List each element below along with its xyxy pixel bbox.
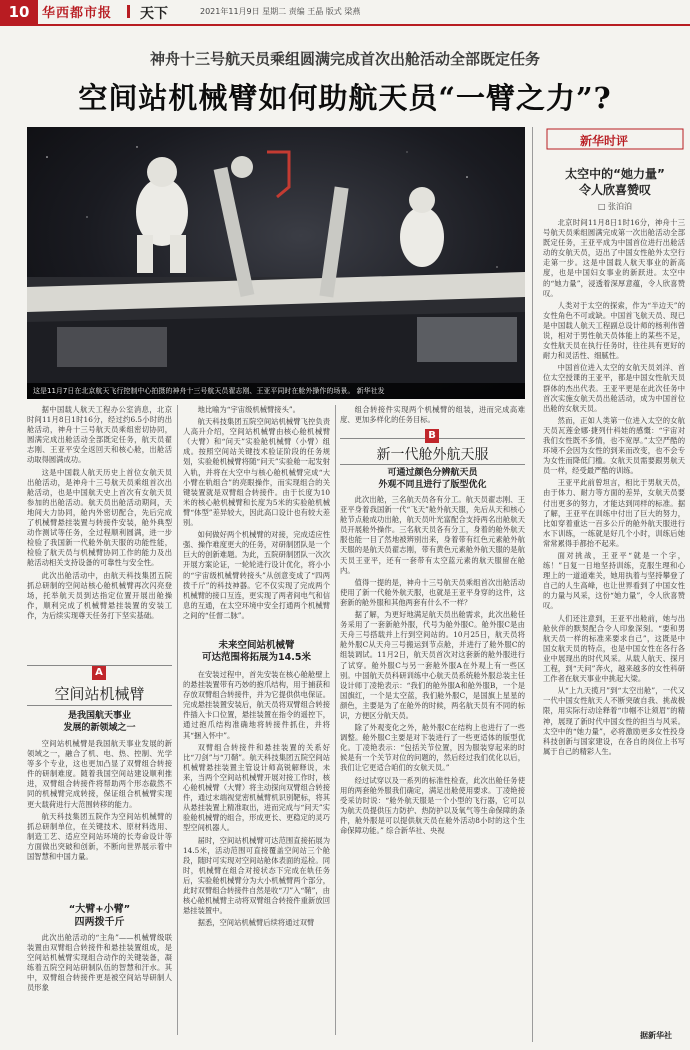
astronaut-figure-1 <box>136 157 188 273</box>
editorial-author-name: 张泊泊 <box>608 202 633 211</box>
column-divider <box>335 405 336 1035</box>
editorial-paragraph: 从“上九天揽月”到“太空出舱”，一代又一代中国女性航天人不断突破自我、挑战极限，用实际行动诠释着“巾帼不让须眉”的精神，展现了新时代中国女性的担当与风采。太空中的“她力量”，必将激励更多女性投身科技创新与国家建设，在各自的岗位上书写属于自己的精彩人生。 <box>543 686 685 756</box>
column-2-paragraph: 据悉，空间站机械臂后续将通过双臂 <box>197 918 315 928</box>
dateline: 2021年11月9日 星期二 责编 王晶 版式 梁燕 <box>200 7 361 16</box>
page-header <box>0 0 690 26</box>
column-2-body-2 <box>183 670 330 1032</box>
section-rule <box>340 464 525 465</box>
page-number: 10 <box>0 0 38 24</box>
editorial-paragraph: 面对挑战，王亚平“就是一个字，练！”日复一日地坚持训练，克服生理和心理上的一道道难关，她用执着与坚持攀登了自己的人生高峰，也让世界看到了中国女性的力量与风采，这份“她力量”，令人欣喜赞叹。 <box>543 551 685 611</box>
editorial-tag-label: 新华时评 <box>580 134 629 148</box>
column-2-paragraph: 届时，空间站机械臂可达范围直接拓展为14.5米，活动范围可直接覆盖空间站三个舱段，随时可实现对空间站舱体表面的巡检。同时，机械臂在组合对接状态下完成在轨任务后，实验舱机械臂分为大小机械臂两个部分，此时双臂组合转接件自然是收“刀”入“鞘”，由核心舱机械臂主动将双臂组合转接件重新放回悬挂装置中。 <box>183 835 330 916</box>
section-a-subheading: 是我国航天事业 发展的新领域之一 <box>63 711 136 733</box>
section-a-paragraph: 空间站机械臂是我国航天事业发展的新领域之一，融合了机、电、热、控制、光学等多个专业，这也更加凸显了双臂组合转接件的研制难度。随着我国空间站建设顺利推进，双臂组合转接件将帮助两个形态截然不同的机械臂完成转接，保证组合机械臂实现更大载荷进行大范围转移的能力。 <box>27 739 172 809</box>
editorial-paragraph: 北京时间11月8日1时16分，神舟十三号航天员乘组圆满完成第一次出舱活动全部既定任务，王亚平成为中国首位进行出舱活动的女航天员，迈出了中国女性舱外太空行走第一步。这是中国载人航天事业的新高度，也是中国妇女事业的新跃进。太空中的“她力量”，浸透着深厚意蕴，令人欣喜赞叹。 <box>543 218 685 298</box>
section-a-paragraph: 此次出舱活动的“主角”——机械臂级联装置由双臂组合转接件和悬挂装置组成，是空间站机械臂实现组合动作的关键装备，凝练着五院空间站研制队伍的智慧和汗水。其中，双臂组合转接件更是被空间站导研制人员形象 <box>27 933 172 993</box>
section-a-letter: A <box>92 666 106 680</box>
column-3-top <box>340 405 525 427</box>
column-3-paragraph: 除了外观变化之外，舱外服C在结构上也进行了一些调整。舱外服C主要是对下装进行了一些更适体的版型优化。丁凌艳表示：“包括关节位置，因为服装穿起来的时候是有一个关节对位的问题的，然后经过我们优化以后，我们让它更适合咱们的女航天员。” <box>340 723 525 773</box>
column-divider <box>177 405 178 1035</box>
spacewalk-illustration <box>27 127 525 399</box>
column-2-paragraph: 在安装过程中，首先安装在核心舱舱壁上的悬挂装置带有巧妙的抱爪结构，用于捕获和存放双臂组合转接件，并为它提供供电保证。完成悬挂装置安装后，航天员将双臂组合转接件插入卡口位置，悬挂装置在指令的遥控下，通过抱爪结构准确地将转接件抓住，并将其“捆入怀中”。 <box>183 670 330 740</box>
editorial-paragraph: 王亚平此前曾坦言，相比于男航天员，由于体力、耐力等方面的差异，女航天员要付出更多的努力，才能达到同样的标准。据了解，王亚平在训练中付出了巨大的努力，比如穿着重达一百多公斤的舱外航天服进行水下训练，一练就是好几个小时，训练后她常常累得手都抬不起来。 <box>543 478 685 548</box>
section-b-title: 新一代舱外航天服 <box>376 447 489 463</box>
column-2-paragraph: 航天科技集团五院空间站机械臂飞控负责人高升介绍，空间站机械臂由核心舱机械臂（大臂）和“问天”实验舱机械臂（小臂）组成。按照空间站关键技术验证阶段的任务规划，实验舱机械臂将随“问天”实验舱一起发射入轨，并将在大空中与核心舱机械臂完成“大小臂在轨组合”的亮眼操作，而实现组合的关键装置就是双臂组合转接件。由于长度为10米的核心舱机械臂和长度为5米的实验舱机械臂“体型”差异较大，因此高口设计也有较大差别。 <box>183 417 330 528</box>
column-2-paragraph: 地比喻为“宇宙级机械臂接头”。 <box>197 405 300 414</box>
intro-body <box>27 405 172 663</box>
section-name: 天下 <box>140 6 168 22</box>
editorial-body <box>543 218 685 1028</box>
intro-paragraph: 这是中国载人航天历史上首位女航天员出舱活动，是神舟十三号航天员乘组首次出舱活动，也是中国航天史上首次有女航天员参加的出舱活动。航天员出舱活动期间，天地间大力协同，舱内外密切配合，先后完成了机械臂悬挂装置与转接件安装，舱外典型动作测试等任务，全过程顺利圆满，进一步检验了我国新一代舱外航天服的功能性能，检验了航天员与机械臂协同工作的能力及出舱活动相关支持设备的可靠性与安全性。 <box>27 467 172 568</box>
editorial-title: 太空中的“她力量” 令人欣喜赞叹 <box>565 167 665 197</box>
column-2-paragraph: 双臂组合转接件和悬挂装置的关系好比“刀剑”与“刀鞘”。航天科技集团五院空间站机械臂悬挂装置主管设计师高锐解释说，未来，当两个空间站机械臂开展对接工作时，核心舱机械臂（大臂）将主动探向双臂组合转接件，通过末端视觉密机械臂机识别靶标，将其从悬挂装置上精准取出，进而完成与“问天”实验舱机械臂的组合，形成更长、更稳定的灵巧型空间机器人。 <box>183 742 330 833</box>
column-3-paragraph: 据了解，为更好地满足航天员出舱需求，此次出舱任务采用了一套新舱外服，代号为舱外服C。舱外服C是由天舟三号搭载并上行到空间站的。10月25日，航天员将舱外服C从天舟三号搬运到节点舱，并进行了舱外服C的组装调试。11月2日，航天员首次对这套新的舱外服进行了试穿。舱外服C与另一套舱外服A在外观上有一些区别。中国航天员科研训练中心航天员系统舱外服总装主任设计师丁凌艳表示：“我们的舱外服A和舱外服B，一个是国旗红，一个是太空蓝，我们舱外服C，是国旗上星星的颜色，主要是为了在舱外的时候，两名航天员有不同的标识，方便区分航天员。 <box>340 610 525 720</box>
column-3-paragraph: 值得一提的是，神舟十三号航天员乘组首次出舱活动使用了新一代舱外航天服，也就是王亚平身穿的这件，这套新的舱外服和其他两套有什么不一样？ <box>340 577 525 607</box>
column-3-paragraph: 此次出舱，三名航天员各有分工。航天员翟志刚、王亚平身着我国新一代“飞天”舱外航天服，先后从天和核心舱节点舱成功出舱，航天员叶光富配合支持两名出舱航天员开展舱外操作。三名航天员各有分工，身着的舱外航天服也能一目了然地被辨别出来，身着带有红色元素舱外航天服的是航天员翟志刚，带有黄色元素舱外航天服的是航天员王亚平，还有一套带有太空蓝元素的航天服留在舱内。 <box>340 495 525 575</box>
editorial-paragraph: 人们还注意到，王亚平出舱前，她与出舱伙伴的默契配合令人印象深刻。“要和男航天员一样的标准来要求自己”，这既是中国女航天员的特点，也是中国女性在各行各业中展现出的时代风采。从载人航天、探月工程，到“天问”奔火，越来越多的女性科研工作者在航天事业中挑起大梁。 <box>543 613 685 684</box>
column-2-subheading: 未来空间站机械臂 可达范围将拓展为14.5米 <box>202 640 311 663</box>
column-divider <box>532 127 533 1042</box>
photo-caption: 这是11月7日在北京航天飞行控制中心拍摄的神舟十三号航天员翟志刚、王亚平同时在舱外操作的场景。 新华社发 <box>27 383 525 399</box>
section-rule <box>27 705 172 706</box>
headline-subtitle: 神舟十三号航天员乘组圆满完成首次出舱活动全部既定任务 <box>149 50 540 68</box>
editorial-paragraph: 然而，正如人类第一位进入太空的女航天员瓦莲金娜·捷列什科娃的感慨：“宇宙对我们女性既不多情，也不宽厚。”太空严酷的环境不会因为女性的到来而改变，也不会专为女性而降低门槛。女航天员需要跟男航天员一样，经受最严酷的训练。 <box>543 415 685 476</box>
editorial-paragraph: 人类对于太空的探索，作为“半边天”的女性角色不可或缺。中国首飞航天员、现已是中国载人航天工程副总设计师的杨利伟曾说，相对于男性航天员体能上的某些不足，女性航天员在执行任务时，往往具有更好的耐力和灵活性、细腻性。 <box>543 300 685 361</box>
editorial-source: 据新华社 <box>640 1031 672 1040</box>
section-a-title: 空间站机械臂 <box>54 685 145 703</box>
section-b-subheading: 可通过颜色分辨航天员 外观不同且进行了版型优化 <box>378 468 487 490</box>
section-a-body <box>27 739 172 899</box>
newspaper-name: 华西都市报 <box>42 6 113 21</box>
column-3-body <box>340 495 525 1030</box>
section-a-paragraph: 航天科技集团五院作为空间站机械臂的抓总研制单位，在关键技术、原材料选用、制造工艺、适应空间站环境的长寿命设计等方面做出突破和创新，不断向世界展示着中国智慧和中国力量。 <box>27 811 172 862</box>
section-a-body-2 <box>27 933 172 1033</box>
column-3-paragraph: 经过试穿以及一系列的标准性检查，此次出舱任务使用的两套舱外服我们确定，满足出舱使用要求。丁凌艳接受采访时说：“舱外航天服是一个小型的飞行器，它可以为航天员提供压力防护、热防护以及氧气等生命保障的条件，舱外服是可以提供航天员在舱外活动8小时的这个生命保障功能。” 综合新华社、央视 <box>340 775 525 835</box>
lead-photo <box>27 127 525 399</box>
intro-paragraph: 此次出舱活动中，由航天科技集团五院抓总研制的空间站核心舱机械臂再次闪亮登场，托举航天员到达指定位置开展出舱操作，顺利完成了机械臂悬挂装置的安装工作，为后续实现尊天任务打下坚实基础。 <box>27 570 172 620</box>
editorial-paragraph: 中国首位进入太空的女航天员刘洋、首位太空授课的王亚平，都是中国女性航天员群体的杰出代表。王亚平更是在此次任务中首次实施女航天员出舱活动，成为中国首位出舱的女航天员。 <box>543 363 685 413</box>
section-b-letter: B <box>425 429 439 443</box>
astronaut-figure-2 <box>400 187 444 267</box>
section-a-subheading-2: “大臂+小臂” 四两拨千斤 <box>68 904 131 928</box>
column-3-paragraph: 组合转接件实现两个机械臂的组装，进而完成高难度、更加多样化的任务目标。 <box>340 405 525 425</box>
headline-title: 空间站机械臂如何助航天员“一臂之力”? <box>78 81 612 115</box>
intro-paragraph: 据中国载人航天工程办公室消息，北京时间11月8日1时16分，经过约6.5小时的出舱活动，神舟十三号航天员乘组密切协同，圆满完成出舱活动全部既定任务，航天员翟志刚、王亚平安全返回天和核心舱，出舱活动取得圆满成功。 <box>27 405 172 465</box>
author-marker: □ <box>597 202 609 211</box>
editorial-author <box>545 201 685 212</box>
editorial-tag <box>545 127 690 153</box>
section-marker <box>127 5 130 18</box>
column-2-paragraph: 如何做好两个机械臂的对接，完成适应性强、操作难度更大的任务，对研制团队是一个巨大的创新难题。为此，五院研制团队一次次开展方案论证，一轮轮进行设计优化，将小小的“宇宙级机械臂转接头”从创意变成了“四两拨千斤”的科技神器。它不仅实现了完成两个机械臂的接口互连，更实现了两者间电气和信息的互通，在太空环境中安全打通两个机械臂之间的“任督二脉”。 <box>183 530 330 620</box>
